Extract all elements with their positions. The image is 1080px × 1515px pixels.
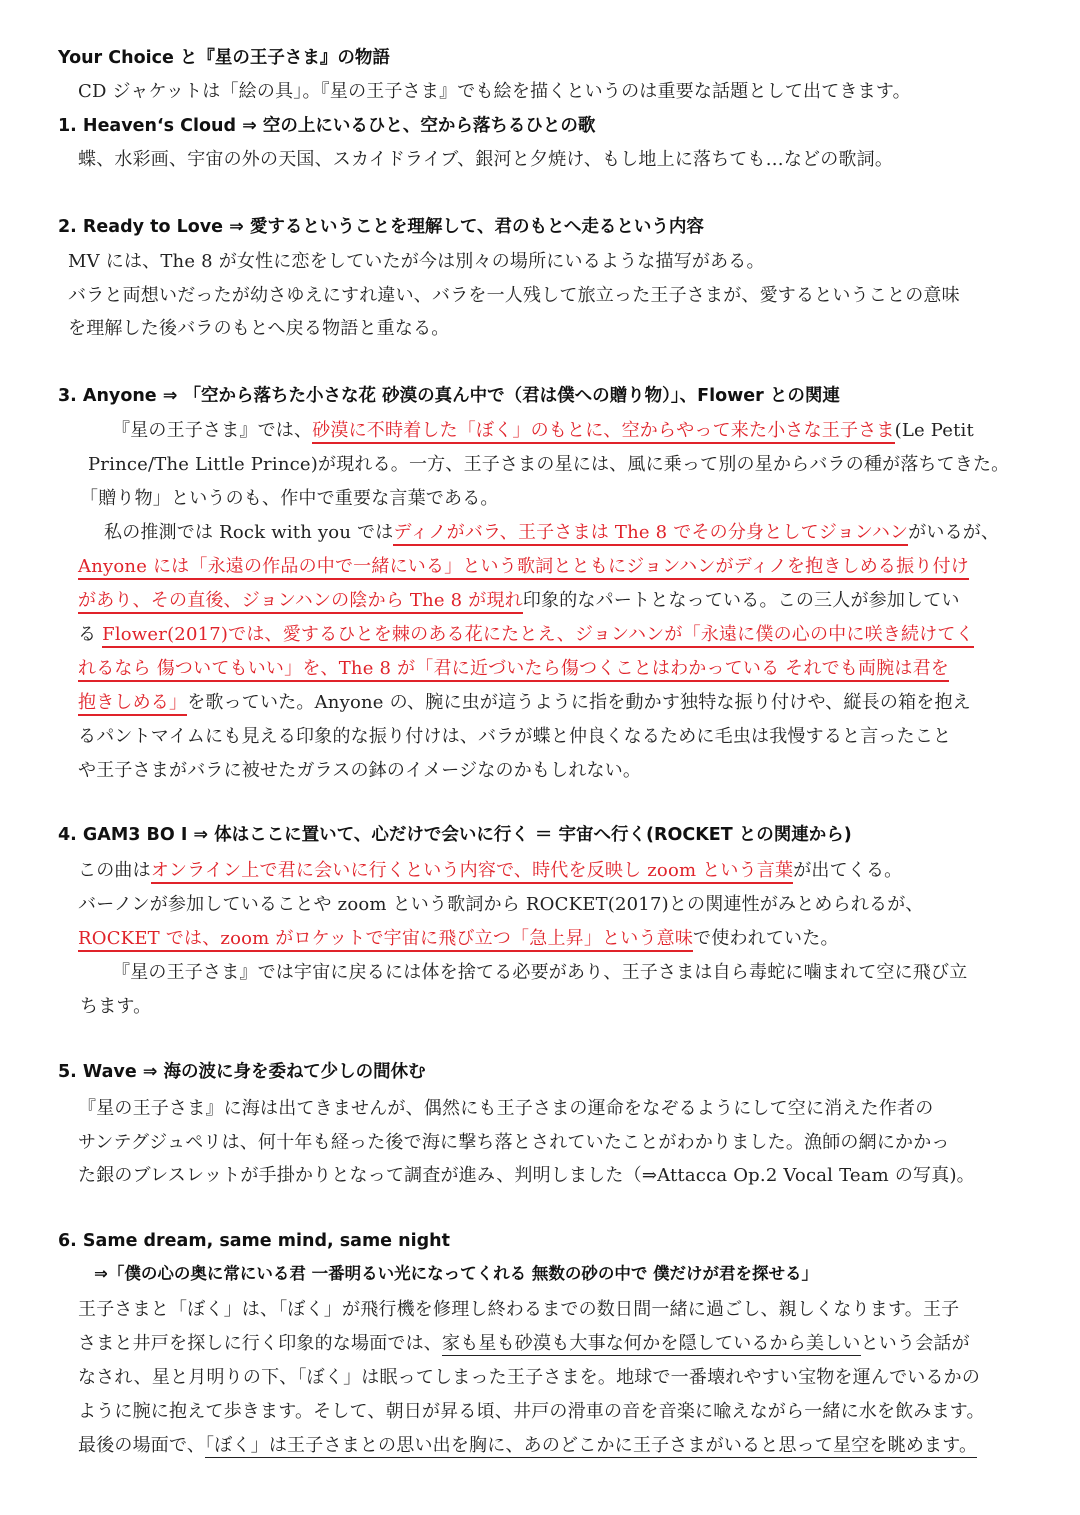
section-2-line-3: を理解した後バラのもとへ戻る物語と重なる。 [68,318,450,339]
text-run: (Le Petit [894,420,974,441]
text-run: が出てくる。 [793,860,903,881]
section-4-line-1 [78,858,902,884]
section-3-line-6 [78,588,960,614]
section-1-text: 蝶、水彩画、宇宙の外の天国、スカイドライブ、銀河と夕焼け、もし地上に落ちても…などの歌詞。 [78,149,894,170]
section-3-line-9 [78,690,971,716]
highlighted-text: ディノがバラ、王子さまは The 8 でその分身としてジョンハン [393,522,908,546]
text-run: 印象的なパートとなっている。この三人が参加してい [522,590,960,611]
highlighted-text: ROCKET では、zoom がロケットで宇宙に飛び立つ「急上昇」という意味 [78,928,693,952]
section-6-heading: 6. Same dream, same mind, same night [58,1231,450,1251]
section-1-heading: 1. Heaven‘s Cloud ⇒ 空の上にいるひと、空から落ちるひとの歌 [58,116,596,136]
section-4-line-2: バーノンが参加していることや zoom という歌詞から ROCKET(2017)との関連性がみとめられるが、 [78,894,924,915]
intro-paragraph: CD ジャケットは「絵の具」。『星の王子さま』でも絵を描くというのは重要な話題として出てきます。 [78,81,911,102]
section-5-line-1: 『星の王子さま』に海は出てきませんが、偶然にも王子さまの運命をなぞるようにして空に消えた作者の [78,1098,934,1119]
highlighted-text: 抱きしめる」 [78,692,187,716]
section-4-line-3 [78,926,839,952]
text-run: という会話が [860,1333,970,1354]
section-4-line-4: 『星の王子さま』では宇宙に戻るには体を捨てる必要があり、王子さまは自ら毒蛇に噛まれて空に飛び立 [112,962,968,983]
highlighted-text: オンライン上で君に会いに行くという内容で、時代を反映し zoom という言葉 [151,860,793,884]
section-6-line-1: 王子さまと「ぼく」は、「ぼく」が飛行機を修理し終わるまでの数日間一緒に過ごし、親しくなります。王子 [78,1299,960,1320]
text-run: る [78,624,103,645]
highlighted-text: 砂漠に不時着した「ぼく」のもとに、空からやって来た小さな王子さま [312,420,894,444]
section-3-line-5 [78,554,969,580]
text-run: 最後の場面で、 [78,1435,206,1456]
section-6-line-3: なされ、星と月明りの下、「ぼく」は眠ってしまった王子さまを。地球で一番壊れやすい宝物を運んでいるかの [78,1367,981,1388]
underlined-text: 「ぼく」は王子さまとの思い出を胸に、あのどこかに王子さまがいると思って星空を眺めます。 [205,1435,978,1456]
section-6-subheading: ⇒「僕の心の奥に常にいる君 一番明るい光になってくれる 無数の砂の中で 僕だけが君を探せる」 [94,1264,819,1283]
section-5-line-3: た銀のブレスレットが手掛かりとなって調査が進み、判明しました（⇒Attacca Op.2 Vocal Team の写真)。 [78,1165,975,1186]
section-2-heading: 2. Ready to Love ⇒ 愛するということを理解して、君のもとへ走るという内容 [58,217,704,237]
section-2-line-2: バラと両想いだったが幼さゆえにすれ違い、バラを一人残して旅立った王子さまが、愛するということの意味 [68,285,960,306]
text-run: がいるが、 [908,522,1000,543]
section-6-line-2 [78,1331,970,1357]
section-3-line-4 [104,520,999,546]
section-2-line-1: MV には、The 8 が女性に恋をしていたが今は別々の場所にいるような描写がある。 [68,251,765,272]
highlighted-text: Anyone には「永遠の作品の中で一緒にいる」という歌詞とともにジョンハンがディノを抱きしめる振り付け [78,556,969,580]
section-4-heading: 4. GAM3 BO I ⇒ 体はここに置いて、心だけで会いに行く ＝ 宇宙へ行く(ROCKET との関連から) [58,825,852,845]
text-run: で使われていた。 [693,928,839,949]
section-6-line-5 [78,1433,977,1459]
section-3-heading: 3. Anyone ⇒ 「空から落ちた小さな花 砂漠の真ん中で（君は僕への贈り物）」、Flower との関連 [58,386,840,406]
highlighted-text: があり、その直後、ジョンハンの陰から The 8 が現れ [78,590,523,614]
section-5-line-2: サンテグジュペリは、何十年も経った後で海に撃ち落とされていたことがわかりました。漁師の網にかかっ [78,1132,950,1153]
section-6-line-4: ように腕に抱えて歩きます。そして、朝日が昇る頃、井戸の滑車の音を音楽に喩えながら一緒に水を飲みます。 [78,1401,985,1422]
section-3-line-8 [78,656,949,682]
underlined-text: 家も星も砂漠も大事な何かを隠しているから美しい [442,1333,861,1354]
section-5-heading: 5. Wave ⇒ 海の波に身を委ねて少しの間休む [58,1062,426,1082]
text-run: 私の推測では Rock with you では [104,522,394,543]
text-run: 『星の王子さま』では、 [112,420,313,441]
text-run: を歌っていた。Anyone の、腕に虫が這うように指を動かす独特な振り付けや、縦長の箱を抱え [187,692,971,713]
section-3-line-7 [78,622,974,648]
text-run: この曲は [78,860,151,881]
section-3-line-10: るパントマイムにも見える印象的な振り付けは、バラが蝶と仲良くなるために毛虫は我慢すると言ったこと [78,726,952,747]
document-title: Your Choice と『星の王子さま』の物語 [58,48,390,68]
section-3-line-3: 「贈り物」というのも、作中で重要な言葉である。 [80,488,499,509]
highlighted-text: Flower(2017)では、愛するひとを棘のある花にたとえ、ジョンハンが「永遠に僕の心の中に咲き続けてく [102,624,974,648]
highlighted-text: れるなら 傷ついてもいい」を、The 8 が「君に近づいたら傷つくことはわかっている それでも両腕は君を [78,658,949,682]
section-3-line-2: Prince/The Little Prince)が現れる。一方、王子さまの星には、風に乗って別の星からバラの種が落ちてきた。 [88,454,1010,475]
section-4-line-5: ちます。 [80,996,152,1017]
section-3-line-11: や王子さまがバラに被せたガラスの鉢のイメージなのかもしれない。 [78,760,642,781]
text-run: さまと井戸を探しに行く印象的な場面では、 [78,1333,442,1354]
section-3-line-1 [112,418,974,444]
